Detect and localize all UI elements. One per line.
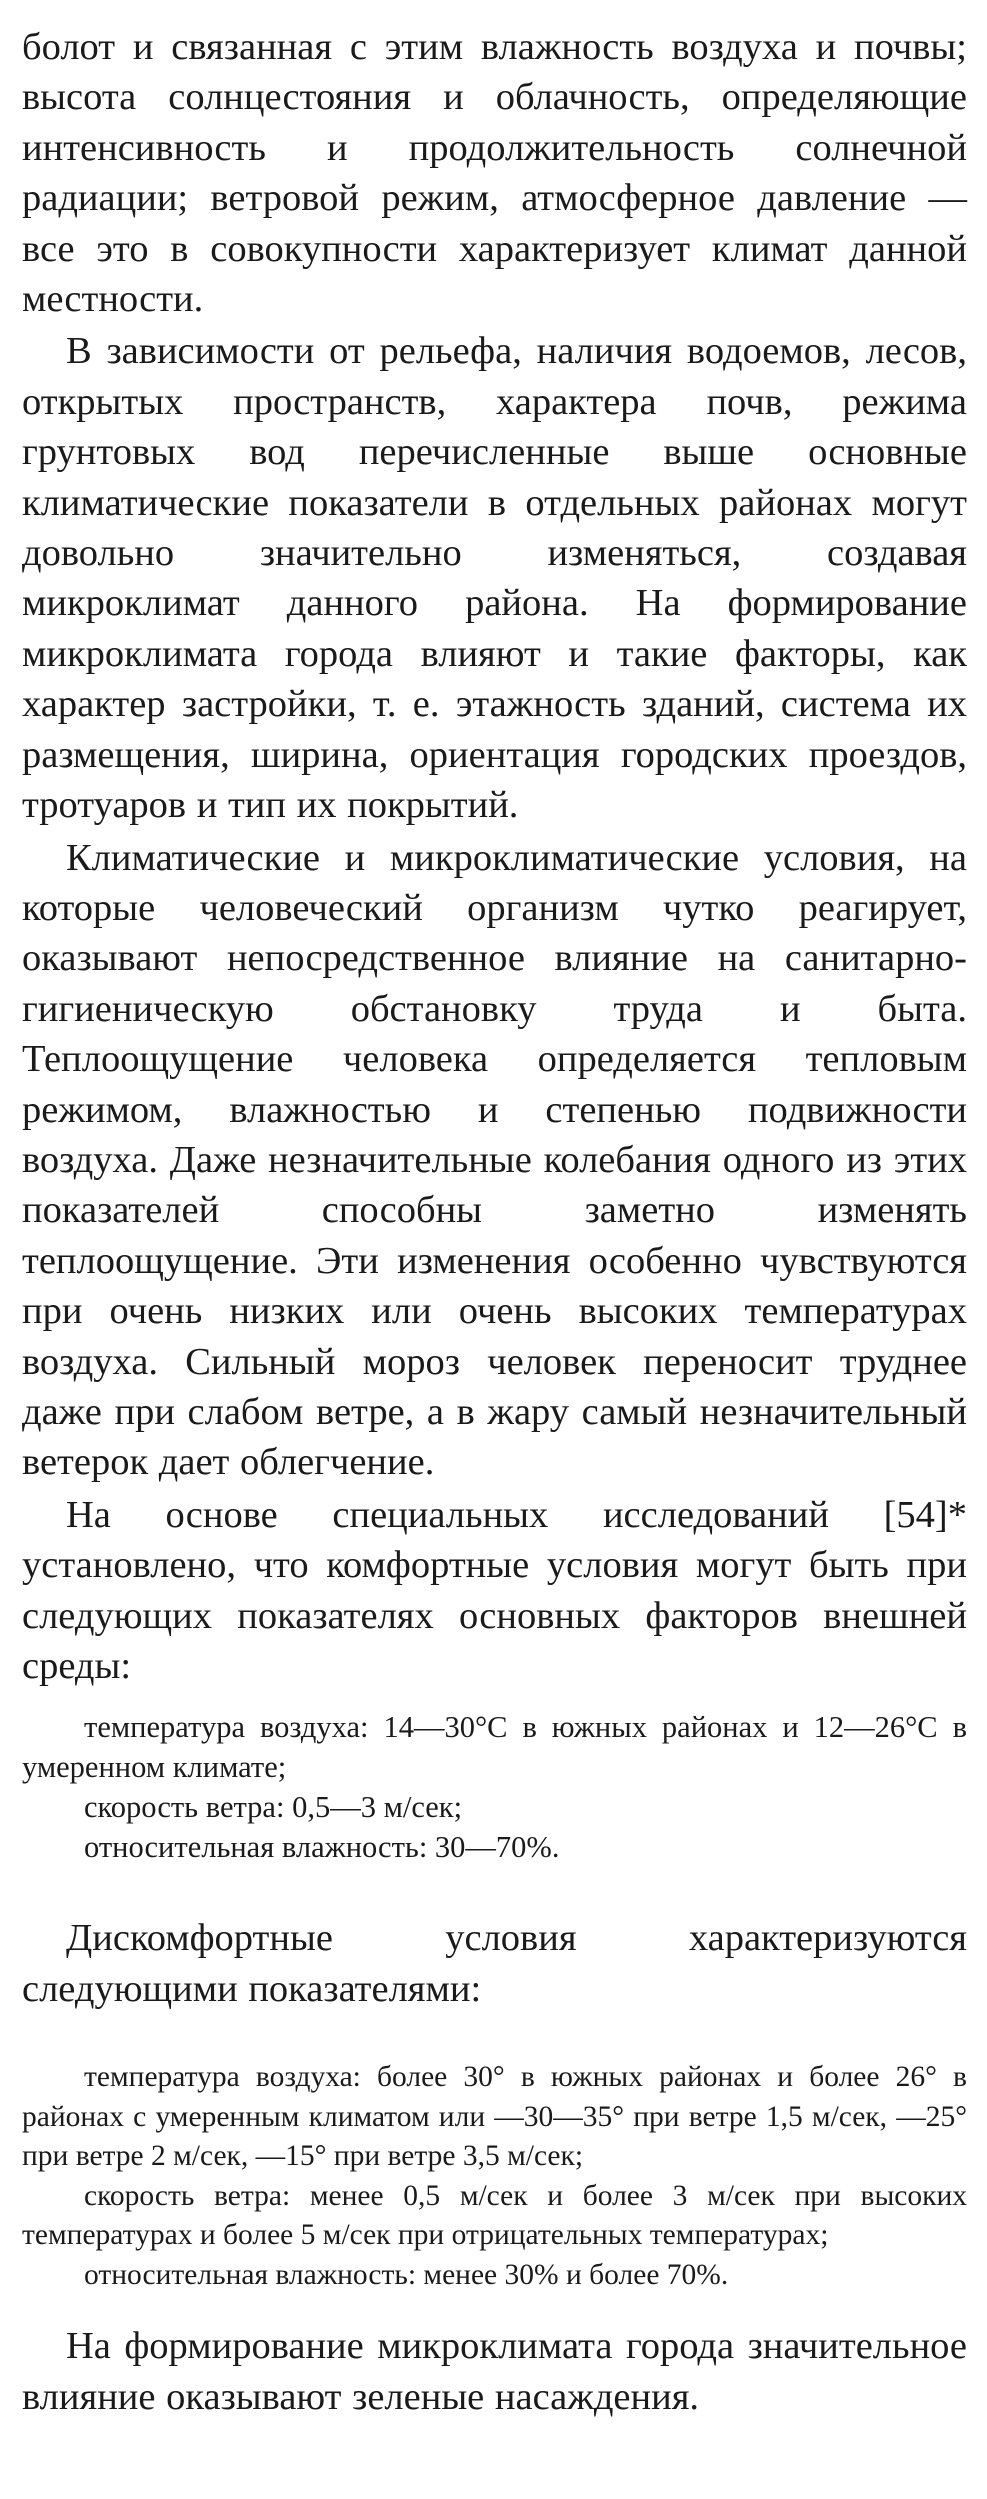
paragraph-comfort-intro: На основе специальных исследований [54]* установлено, что комфортные условия могут быть при следующих показателях основных факторов внешней среды: — [22, 1493, 967, 1687]
paragraph-discomfort-intro: Дискомфортные условия характеризуются следующими показателями: — [22, 1917, 967, 2010]
discomfort-conditions-list — [22, 2058, 967, 2295]
list-item: относительная влажность: менее 30% и более 70%. — [84, 2258, 729, 2291]
list-item: температура воздуха: более 30° в южных районах и более 26° в районах с умеренным климатом или —30—35° при ветре 1,5 м/сек, —25° при ветре 2 м/сек, —15° при ветре 3,5 м/сек; — [22, 2061, 967, 2173]
list-item: скорость ветра: 0,5—3 м/сек; — [84, 1790, 463, 1825]
paragraph-green-spaces: На формирование микроклимата города значительное влияние оказывают зеленые насаждения. — [22, 2325, 967, 2418]
comfort-conditions-list — [22, 1707, 967, 1867]
list-item: относительная влажность: 30—70%. — [84, 1830, 560, 1865]
list-item: температура воздуха: 14—30°С в южных районах и 12—26°С в умеренном климате; — [22, 1710, 967, 1785]
paragraph-microclimate: В зависимости от рельефа, наличия водоемов, лесов, открытых пространств, характера почв, режима грунтовых вод перечисленные выше основные климатические показатели в отдельных районах могут довольно значительно изменяться, создавая микроклимат данного района. На формирование микроклимата города влияют и такие факторы, как характер застройки, т. е. этажность зданий, система их размещения, ширина, ориентация городских проездов, тротуаров и тип их покрытий. — [22, 330, 967, 827]
list-item: скорость ветра: менее 0,5 м/сек и более 3 м/сек при высоких температурах и более 5 м/сек при отрицательных температурах; — [22, 2179, 967, 2252]
paragraph-heat-perception: Климатические и микроклиматические условия, на которые человеческий организм чутко реагирует, оказывают непосредственное влияние на санитарно-гигиеническую обстановку труда и быта. Теплоощущение человека определяется тепловым режимом, влажностью и степенью подвижности воздуха. Даже незначительные колебания одного из этих показателей способны заметно изменять теплоощущение. Эти изменения особенно чувствуются при очень низких или очень высоких температурах воздуха. Сильный мороз человек переносит труднее даже при слабом ветре, а в жару самый незначительный ветерок дает облегчение. — [22, 836, 967, 1484]
paragraph-climate-factors: болот и связанная с этим влажность воздуха и почвы; высота солнцестояния и облачность, определяющие интенсивность и продолжительность солнечной радиации; ветровой режим, атмосферное давление — все это в совокупности характеризует климат данной местности. — [22, 26, 967, 321]
